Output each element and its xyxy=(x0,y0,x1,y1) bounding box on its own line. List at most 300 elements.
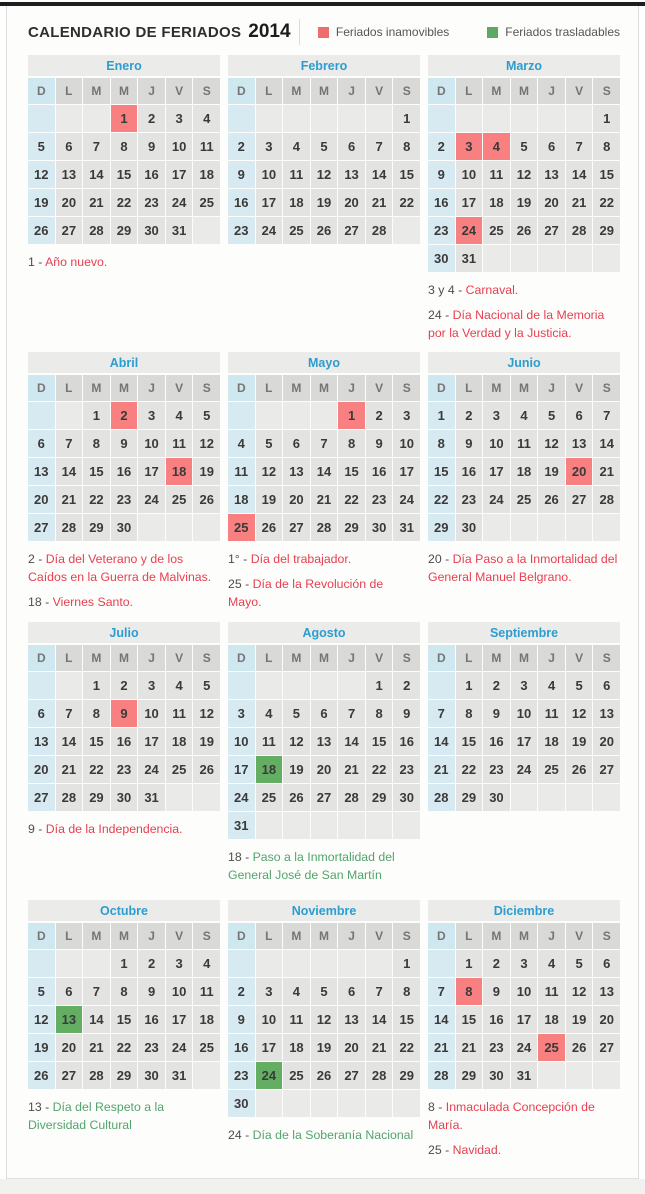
holiday-note: 24 - Día Nacional de la Memoria por la Verdad y la Justicia. xyxy=(428,308,605,340)
day-cell: 16 xyxy=(428,189,455,216)
day-cell: 3 xyxy=(228,700,255,727)
day-cell: 5 xyxy=(28,978,55,1005)
day-cell: 6 xyxy=(538,133,565,160)
day-cell: 6 xyxy=(283,430,310,457)
day-cell: 19 xyxy=(311,189,338,216)
day-header-cell: S xyxy=(593,375,620,401)
day-header-cell: D xyxy=(228,645,255,671)
empty-cell xyxy=(283,105,310,132)
holiday-note: 18 - Viernes Santo. xyxy=(28,595,134,609)
day-header-cell: L xyxy=(56,645,83,671)
day-cell: 5 xyxy=(193,672,220,699)
day-cell: 10 xyxy=(256,161,283,188)
day-cell: 27 xyxy=(566,486,593,513)
day-cell: 1 xyxy=(593,105,620,132)
day-cell: 17 xyxy=(511,728,538,755)
day-header-cell: M xyxy=(83,78,110,104)
month-abril xyxy=(28,352,220,618)
day-cell: 3 xyxy=(393,402,420,429)
empty-cell xyxy=(28,402,55,429)
day-header-cell: D xyxy=(428,645,455,671)
day-header-cell: M xyxy=(511,375,538,401)
empty-cell xyxy=(228,672,255,699)
day-cell: 22 xyxy=(428,486,455,513)
month-title: Marzo xyxy=(428,55,620,76)
day-cell: 26 xyxy=(566,1034,593,1061)
day-cell: 28 xyxy=(428,784,455,811)
day-cell: 7 xyxy=(338,700,365,727)
day-cell: 15 xyxy=(393,1006,420,1033)
day-cell: 10 xyxy=(166,978,193,1005)
day-cell: 6 xyxy=(593,672,620,699)
day-cell: 17 xyxy=(483,458,510,485)
day-cell: 30 xyxy=(428,245,455,272)
day-cell: 2 xyxy=(138,105,165,132)
day-cell: 6 xyxy=(566,402,593,429)
day-cell: 14 xyxy=(593,430,620,457)
page-title-year: 2014 xyxy=(248,21,291,42)
day-cell: 18 xyxy=(193,161,220,188)
day-cell: 19 xyxy=(193,728,220,755)
empty-cell xyxy=(483,514,510,541)
day-cell: 11 xyxy=(483,161,510,188)
day-cell: 5 xyxy=(538,402,565,429)
day-cell: 29 xyxy=(456,1062,483,1089)
day-cell: 14 xyxy=(428,728,455,755)
day-cell: 28 xyxy=(338,784,365,811)
day-cell: 4 xyxy=(166,672,193,699)
day-cell: 22 xyxy=(456,756,483,783)
month-junio xyxy=(428,352,620,593)
day-cell: 25 xyxy=(538,1034,565,1061)
day-cell: 8 xyxy=(393,978,420,1005)
day-cell: 21 xyxy=(566,189,593,216)
month-grid xyxy=(228,375,420,541)
day-cell: 9 xyxy=(366,430,393,457)
day-cell: 2 xyxy=(138,950,165,977)
day-header-cell: L xyxy=(256,375,283,401)
day-cell: 20 xyxy=(538,189,565,216)
day-cell: 29 xyxy=(593,217,620,244)
day-cell: 9 xyxy=(456,430,483,457)
empty-cell xyxy=(256,672,283,699)
day-cell: 24 xyxy=(256,217,283,244)
day-cell: 7 xyxy=(83,978,110,1005)
day-cell: 16 xyxy=(483,728,510,755)
day-cell: 16 xyxy=(111,728,138,755)
day-cell: 10 xyxy=(138,700,165,727)
day-cell: 18 xyxy=(538,728,565,755)
day-cell: 26 xyxy=(256,514,283,541)
day-cell: 4 xyxy=(283,978,310,1005)
empty-cell xyxy=(28,950,55,977)
empty-cell xyxy=(566,1062,593,1089)
empty-cell xyxy=(566,245,593,272)
day-cell: 4 xyxy=(538,672,565,699)
day-cell: 9 xyxy=(111,430,138,457)
day-cell: 3 xyxy=(256,978,283,1005)
empty-cell xyxy=(28,672,55,699)
page-title-text: CALENDARIO DE FERIADOS xyxy=(28,24,242,41)
day-cell: 17 xyxy=(256,1034,283,1061)
day-cell: 29 xyxy=(366,784,393,811)
day-cell: 19 xyxy=(538,458,565,485)
day-cell: 15 xyxy=(393,161,420,188)
day-cell: 12 xyxy=(538,430,565,457)
day-header-cell: M xyxy=(283,78,310,104)
day-cell: 19 xyxy=(566,1006,593,1033)
day-cell: 24 xyxy=(456,217,483,244)
day-cell: 12 xyxy=(511,161,538,188)
day-cell: 3 xyxy=(166,950,193,977)
day-cell: 24 xyxy=(166,189,193,216)
month-julio xyxy=(28,622,220,845)
day-header-cell: M xyxy=(511,78,538,104)
day-cell: 27 xyxy=(311,784,338,811)
month-title: Mayo xyxy=(228,352,420,373)
day-cell: 15 xyxy=(338,458,365,485)
day-cell: 7 xyxy=(56,430,83,457)
day-cell: 9 xyxy=(138,133,165,160)
day-cell: 28 xyxy=(83,217,110,244)
day-cell: 13 xyxy=(338,161,365,188)
month-title: Junio xyxy=(428,352,620,373)
day-cell: 1 xyxy=(366,672,393,699)
month-grid xyxy=(28,78,220,244)
day-cell: 22 xyxy=(593,189,620,216)
month-notes xyxy=(228,1126,420,1144)
month-title: Diciembre xyxy=(428,900,620,921)
empty-cell xyxy=(428,672,455,699)
day-cell: 28 xyxy=(83,1062,110,1089)
day-cell: 8 xyxy=(456,978,483,1005)
holiday-note: 2 - Día del Veterano y de los Caídos en la Guerra de Malvinas. xyxy=(28,552,212,584)
day-cell: 20 xyxy=(593,1006,620,1033)
day-cell: 30 xyxy=(138,217,165,244)
empty-cell xyxy=(283,812,310,839)
holiday-note: 18 - Paso a la Inmortalidad del General José de San Martín xyxy=(228,850,395,882)
empty-cell xyxy=(483,245,510,272)
month-grid xyxy=(428,78,620,272)
legend-label: Feriados trasladables xyxy=(505,25,620,39)
empty-cell xyxy=(193,784,220,811)
empty-cell xyxy=(428,105,455,132)
empty-cell xyxy=(283,402,310,429)
day-header-cell: M xyxy=(483,78,510,104)
day-cell: 28 xyxy=(56,784,83,811)
day-cell: 23 xyxy=(393,756,420,783)
day-cell: 5 xyxy=(256,430,283,457)
day-cell: 29 xyxy=(83,784,110,811)
day-cell: 18 xyxy=(538,1006,565,1033)
empty-cell xyxy=(538,105,565,132)
day-cell: 25 xyxy=(166,756,193,783)
day-cell: 20 xyxy=(566,458,593,485)
day-cell: 27 xyxy=(28,784,55,811)
day-header-cell: S xyxy=(393,375,420,401)
month-febrero xyxy=(228,55,420,253)
day-cell: 28 xyxy=(566,217,593,244)
day-cell: 26 xyxy=(28,1062,55,1089)
day-cell: 28 xyxy=(311,514,338,541)
day-cell: 24 xyxy=(138,486,165,513)
day-cell: 13 xyxy=(56,1006,83,1033)
day-cell: 2 xyxy=(483,950,510,977)
day-cell: 20 xyxy=(338,1034,365,1061)
day-cell: 19 xyxy=(28,1034,55,1061)
day-header-cell: V xyxy=(366,645,393,671)
day-cell: 2 xyxy=(456,402,483,429)
day-cell: 22 xyxy=(393,1034,420,1061)
day-cell: 6 xyxy=(593,950,620,977)
day-cell: 19 xyxy=(256,486,283,513)
day-cell: 12 xyxy=(566,700,593,727)
day-cell: 11 xyxy=(193,133,220,160)
day-cell: 4 xyxy=(193,105,220,132)
day-cell: 15 xyxy=(456,1006,483,1033)
day-header-cell: L xyxy=(56,375,83,401)
day-cell: 20 xyxy=(311,756,338,783)
day-cell: 4 xyxy=(483,133,510,160)
month-notes xyxy=(28,550,220,611)
day-cell: 23 xyxy=(228,217,255,244)
day-cell: 12 xyxy=(256,458,283,485)
day-cell: 1 xyxy=(456,950,483,977)
day-cell: 29 xyxy=(83,514,110,541)
day-cell: 28 xyxy=(428,1062,455,1089)
day-cell: 24 xyxy=(393,486,420,513)
day-cell: 14 xyxy=(56,728,83,755)
day-cell: 16 xyxy=(456,458,483,485)
empty-cell xyxy=(283,672,310,699)
empty-cell xyxy=(511,784,538,811)
day-cell: 5 xyxy=(566,950,593,977)
day-cell: 31 xyxy=(166,217,193,244)
day-header-cell: M xyxy=(483,923,510,949)
day-cell: 23 xyxy=(483,756,510,783)
month-grid xyxy=(428,923,620,1089)
day-cell: 24 xyxy=(256,1062,283,1089)
month-title: Julio xyxy=(28,622,220,643)
empty-cell xyxy=(283,1090,310,1117)
day-cell: 21 xyxy=(338,756,365,783)
empty-cell xyxy=(366,812,393,839)
empty-cell xyxy=(338,1090,365,1117)
day-cell: 25 xyxy=(228,514,255,541)
day-cell: 20 xyxy=(56,189,83,216)
day-cell: 8 xyxy=(111,978,138,1005)
holiday-note: 1° - Día del trabajador. xyxy=(228,552,352,566)
day-cell: 10 xyxy=(393,430,420,457)
day-cell: 29 xyxy=(111,1062,138,1089)
day-cell: 31 xyxy=(228,812,255,839)
day-cell: 22 xyxy=(83,486,110,513)
day-cell: 8 xyxy=(83,430,110,457)
header-divider xyxy=(299,19,300,45)
day-header-cell: M xyxy=(283,923,310,949)
legend-item-movable-holidays xyxy=(487,25,620,39)
day-cell: 26 xyxy=(193,486,220,513)
day-cell: 26 xyxy=(311,217,338,244)
empty-cell xyxy=(256,105,283,132)
empty-cell xyxy=(256,402,283,429)
day-cell: 19 xyxy=(28,189,55,216)
empty-cell xyxy=(56,672,83,699)
day-cell: 12 xyxy=(193,430,220,457)
day-header-cell: L xyxy=(456,375,483,401)
day-cell: 23 xyxy=(456,486,483,513)
day-cell: 23 xyxy=(366,486,393,513)
day-header-cell: M xyxy=(311,78,338,104)
day-header-cell: M xyxy=(311,375,338,401)
day-header-cell: J xyxy=(538,78,565,104)
day-header-cell: V xyxy=(566,923,593,949)
day-cell: 12 xyxy=(28,161,55,188)
day-cell: 7 xyxy=(56,700,83,727)
day-cell: 5 xyxy=(511,133,538,160)
day-cell: 18 xyxy=(256,756,283,783)
day-cell: 8 xyxy=(593,133,620,160)
day-cell: 14 xyxy=(366,161,393,188)
day-header-cell: V xyxy=(166,645,193,671)
day-cell: 30 xyxy=(111,784,138,811)
day-cell: 31 xyxy=(511,1062,538,1089)
day-cell: 17 xyxy=(393,458,420,485)
legend-item-fixed-holidays xyxy=(318,25,449,39)
day-header-cell: M xyxy=(111,375,138,401)
day-cell: 7 xyxy=(366,133,393,160)
day-cell: 4 xyxy=(228,430,255,457)
day-cell: 19 xyxy=(193,458,220,485)
day-cell: 15 xyxy=(456,728,483,755)
empty-cell xyxy=(511,245,538,272)
month-grid xyxy=(228,645,420,839)
empty-cell xyxy=(366,1090,393,1117)
day-cell: 21 xyxy=(593,458,620,485)
day-header-cell: J xyxy=(338,78,365,104)
day-header-cell: M xyxy=(311,923,338,949)
day-cell: 13 xyxy=(311,728,338,755)
day-cell: 8 xyxy=(366,700,393,727)
day-cell: 1 xyxy=(83,402,110,429)
legend-label: Feriados inamovibles xyxy=(335,25,450,39)
day-cell: 6 xyxy=(28,430,55,457)
day-header-cell: D xyxy=(28,923,55,949)
empty-cell xyxy=(56,950,83,977)
month-grid xyxy=(428,645,620,811)
day-cell: 3 xyxy=(138,672,165,699)
day-header-cell: J xyxy=(538,375,565,401)
day-cell: 11 xyxy=(283,1006,310,1033)
month-notes xyxy=(228,848,420,884)
day-cell: 3 xyxy=(511,672,538,699)
month-diciembre xyxy=(428,900,620,1166)
empty-cell xyxy=(256,950,283,977)
day-header-cell: V xyxy=(166,375,193,401)
day-cell: 27 xyxy=(538,217,565,244)
day-cell: 26 xyxy=(28,217,55,244)
day-cell: 24 xyxy=(511,1034,538,1061)
day-header-cell: S xyxy=(393,78,420,104)
day-cell: 23 xyxy=(111,486,138,513)
month-enero xyxy=(28,55,220,278)
day-cell: 21 xyxy=(456,1034,483,1061)
day-cell: 21 xyxy=(428,756,455,783)
day-cell: 15 xyxy=(83,458,110,485)
holiday-note: 25 - Navidad. xyxy=(428,1143,502,1157)
day-cell: 16 xyxy=(228,1034,255,1061)
day-cell: 14 xyxy=(311,458,338,485)
day-cell: 31 xyxy=(456,245,483,272)
empty-cell xyxy=(283,950,310,977)
day-cell: 3 xyxy=(483,402,510,429)
day-cell: 26 xyxy=(311,1062,338,1089)
empty-cell xyxy=(593,245,620,272)
day-header-cell: V xyxy=(166,78,193,104)
day-cell: 4 xyxy=(193,950,220,977)
day-cell: 25 xyxy=(256,784,283,811)
day-cell: 11 xyxy=(538,978,565,1005)
day-cell: 27 xyxy=(56,217,83,244)
day-cell: 6 xyxy=(56,978,83,1005)
day-cell: 10 xyxy=(483,430,510,457)
day-cell: 7 xyxy=(593,402,620,429)
day-cell: 1 xyxy=(393,105,420,132)
empty-cell xyxy=(83,105,110,132)
day-cell: 30 xyxy=(366,514,393,541)
day-cell: 16 xyxy=(111,458,138,485)
day-cell: 1 xyxy=(111,950,138,977)
empty-cell xyxy=(511,514,538,541)
empty-cell xyxy=(138,514,165,541)
day-cell: 15 xyxy=(366,728,393,755)
day-cell: 13 xyxy=(566,430,593,457)
day-header-cell: M xyxy=(83,645,110,671)
month-title: Agosto xyxy=(228,622,420,643)
day-cell: 19 xyxy=(566,728,593,755)
day-cell: 27 xyxy=(338,1062,365,1089)
day-cell: 7 xyxy=(566,133,593,160)
empty-cell xyxy=(228,950,255,977)
day-cell: 13 xyxy=(283,458,310,485)
day-header-cell: L xyxy=(256,645,283,671)
day-cell: 26 xyxy=(511,217,538,244)
day-header-cell: D xyxy=(28,645,55,671)
day-cell: 16 xyxy=(138,1006,165,1033)
day-cell: 27 xyxy=(283,514,310,541)
day-cell: 4 xyxy=(511,402,538,429)
day-cell: 5 xyxy=(311,978,338,1005)
empty-cell xyxy=(311,402,338,429)
day-header-cell: L xyxy=(256,78,283,104)
day-cell: 13 xyxy=(56,161,83,188)
holiday-note: 20 - Día Paso a la Inmortalidad del General Manuel Belgrano. xyxy=(428,552,618,584)
day-cell: 1 xyxy=(111,105,138,132)
day-header-cell: S xyxy=(193,375,220,401)
day-cell: 25 xyxy=(193,189,220,216)
day-cell: 22 xyxy=(111,1034,138,1061)
day-cell: 5 xyxy=(283,700,310,727)
day-cell: 15 xyxy=(111,1006,138,1033)
day-cell: 24 xyxy=(511,756,538,783)
day-cell: 20 xyxy=(338,189,365,216)
empty-cell xyxy=(166,514,193,541)
day-cell: 22 xyxy=(338,486,365,513)
day-cell: 30 xyxy=(393,784,420,811)
day-cell: 8 xyxy=(393,133,420,160)
page-bottom-strip xyxy=(0,1179,645,1194)
month-grid xyxy=(428,375,620,541)
